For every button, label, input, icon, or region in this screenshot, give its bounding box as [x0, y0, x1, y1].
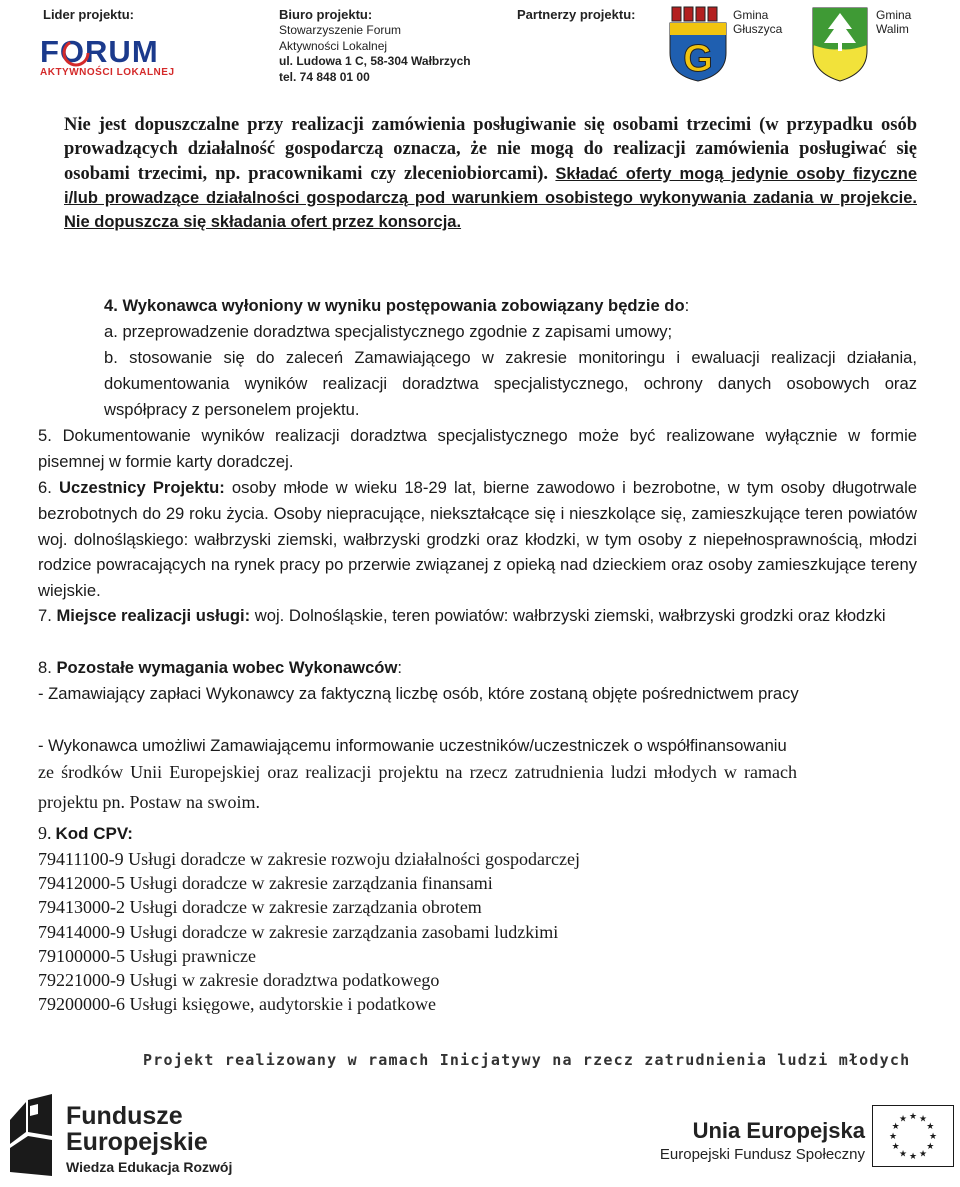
fundusze-europejskie-logo [66, 1103, 232, 1175]
eu-logo-text [660, 1118, 865, 1163]
section8-heading [38, 655, 917, 681]
section7-text: woj. Dolnośląskie, teren powiatów: wałbrzyski ziemski, wałbrzyski grodzki oraz kłodzki [254, 606, 886, 625]
partner2-name [876, 8, 911, 36]
section8-dash1: - Zamawiający zapłaci Wykonawcy za faktyczną liczbę osób, które zostaną objęte pośrednictwem pracy [38, 684, 799, 703]
partners-label: Partnerzy projektu: [517, 7, 636, 22]
section7-num: 7. [38, 606, 52, 625]
office-address [279, 23, 471, 85]
section7 [38, 603, 917, 629]
section8-dash2-line2: ze środków Unii Europejskiej oraz realizacji projektu na rzecz zatrudnienia ludzi młodych w ramach [38, 762, 797, 782]
leader-label: Lider projektu: [43, 7, 135, 22]
section6-num: 6. [38, 478, 52, 497]
walim-crest-icon [810, 5, 870, 83]
gluszyca-crest-icon [666, 5, 730, 83]
fe-word2: Europejskie [66, 1128, 208, 1156]
svg-text:★: ★ [926, 1122, 935, 1132]
svg-text:★: ★ [888, 1132, 898, 1142]
section7-label: Miejsce realizacji usługi: [56, 606, 251, 625]
office-line: ul. Ludowa 1 C, 58-304 Wałbrzych [279, 54, 471, 68]
partner1-line: Głuszyca [733, 22, 783, 36]
cpv-item: 79412000-5 Usługi doradcze w zakresie zarządzania finansami [38, 873, 493, 894]
section8-label: Pozostałe wymagania wobec Wykonawców [56, 658, 398, 677]
svg-text:★: ★ [908, 1152, 918, 1162]
forum-logo-word: FORUM [40, 34, 159, 69]
fe-word1: Fundusze [66, 1102, 183, 1130]
cpv-item: 79413000-2 Usługi doradcze w zakresie zarządzania obrotem [38, 897, 482, 918]
svg-text:G: G [683, 38, 713, 80]
section8-colon: : [397, 658, 402, 677]
section4-item-b: b. stosowanie się do zaleceń Zamawiającego w zakresie monitoringu i ewaluacji realizacji działania, dokumentowania wyników realizacji doradztwa specjalistycznego, ochrony danych osobowych oraz współpracy z personelem projektu. [104, 348, 917, 419]
intro-serif-text: Nie jest dopuszczalne przy realizacji zamówienia posługiwanie się osobami trzecimi (w przypadku osób prowadzących działalność gospodarczą oznacza, że nie mogą do realizacji zamówienia posługiwać się osobami trzecimi, np. pracownikami czy zleceniobiorcami). [64, 115, 917, 184]
fe-sub: Wiedza Edukacja Rozwój [66, 1159, 233, 1175]
section6-label: Uczestnicy Projektu: [59, 478, 225, 497]
partner1-name [733, 8, 782, 36]
partner2-line: Gmina [876, 8, 912, 22]
section9-num: 9. [38, 823, 52, 843]
svg-text:★: ★ [898, 1149, 908, 1160]
section4-heading-text: 4. Wykonawca wyłoniony w wyniku postępowania zobowiązany będzie do [104, 296, 685, 315]
section8-num: 8. [38, 658, 52, 677]
svg-text:★: ★ [908, 1112, 918, 1122]
cpv-item: 79100000-5 Usługi prawnicze [38, 945, 256, 966]
partner1-line: Gmina [733, 8, 769, 22]
office-line: tel. 74 848 01 00 [279, 69, 370, 84]
svg-text:★: ★ [918, 1149, 928, 1160]
fundusze-europejskie-icon [4, 1092, 60, 1178]
section8-dash2-line3: projektu pn. Postaw na swoim. [38, 792, 260, 812]
projekt-footer-line: Projekt realizowany w ramach Inicjatywy na rzecz zatrudnienia ludzi młodych [143, 1051, 911, 1069]
svg-text:★: ★ [918, 1114, 928, 1125]
section4-colon: : [684, 296, 690, 315]
office-line: Stowarzyszenie Forum [279, 23, 402, 37]
cpv-list [38, 847, 580, 1016]
section9-heading [38, 823, 133, 844]
forum-ring-icon [61, 38, 91, 68]
svg-text:★: ★ [891, 1122, 900, 1132]
section4-item-a: a. przeprowadzenie doradztwa specjalistycznego zgodnie z zapisami umowy; [104, 322, 673, 341]
cpv-item: 79411100-9 Usługi doradcze w zakresie rozwoju działalności gospodarczej [38, 849, 580, 869]
partner2-line: Walim [876, 22, 909, 36]
section6-text: osoby młode w wieku 18-29 lat, bierne zawodowo i bezrobotne, w tym osoby długotrwale bezrobotnych do 29 roku życia. Osoby niepracujące, niekształcące się i nieszkolące się, zamieszkujące teren powiatów woj. dolnośląskiego: wałbrzyski ziemski, wałbrzyski grodzki oraz kłodzki, w tym osoby z niepełnosprawnością, młodzi rodzice powracających na rynek pracy po przerwie związanej z opieką nad dzieckiem oraz osoby zamieszkujące tereny wiejskie. [38, 478, 917, 601]
cpv-item: 79414000-9 Usługi doradcze w zakresie zarządzania zasobami ludzkimi [38, 921, 559, 942]
ue-sub: Europejski Fundusz Społeczny [659, 1146, 865, 1163]
cpv-item: 79221000-9 Usługi w zakresie doradztwa podatkowego [38, 970, 440, 991]
section9-label: Kod CPV: [55, 824, 133, 843]
eu-flag-icon [872, 1105, 954, 1167]
intro-paragraph [64, 113, 917, 234]
section4-heading [104, 293, 917, 319]
svg-text:★: ★ [928, 1132, 938, 1142]
section6 [38, 475, 917, 604]
office-label: Biuro projektu: [279, 7, 373, 22]
cpv-item: 79200000-6 Usługi księgowe, audytorskie i podatkowe [38, 994, 436, 1015]
ue-title: Unia Europejska [692, 1118, 865, 1143]
intro-underlined-text: Składać oferty mogą jedynie osoby fizyczne i/lub prowadzące działalności gospodarczą pod warunkiem osobistego wykonywania zadania w projekcie. [64, 164, 918, 207]
svg-text:★: ★ [898, 1114, 908, 1125]
intro-konsorcja-text: Nie dopuszcza się składania ofert przez konsorcja. [64, 212, 462, 231]
office-line: Aktywności Lokalnej [279, 38, 388, 53]
svg-text:★: ★ [926, 1142, 935, 1152]
section5: 5. Dokumentowanie wyników realizacji doradztwa specjalistycznego może być realizowane wyłącznie w formie pisemnej w formie karty doradczej. [38, 426, 917, 471]
forum-logo-sub: AKTYWNOŚCI LOKALNEJ [40, 67, 175, 78]
section8-dash2-line1: - Wykonawca umożliwi Zamawiającemu informowanie uczestników/uczestniczek o współfinansowaniu [38, 736, 787, 755]
svg-text:★: ★ [891, 1142, 900, 1152]
